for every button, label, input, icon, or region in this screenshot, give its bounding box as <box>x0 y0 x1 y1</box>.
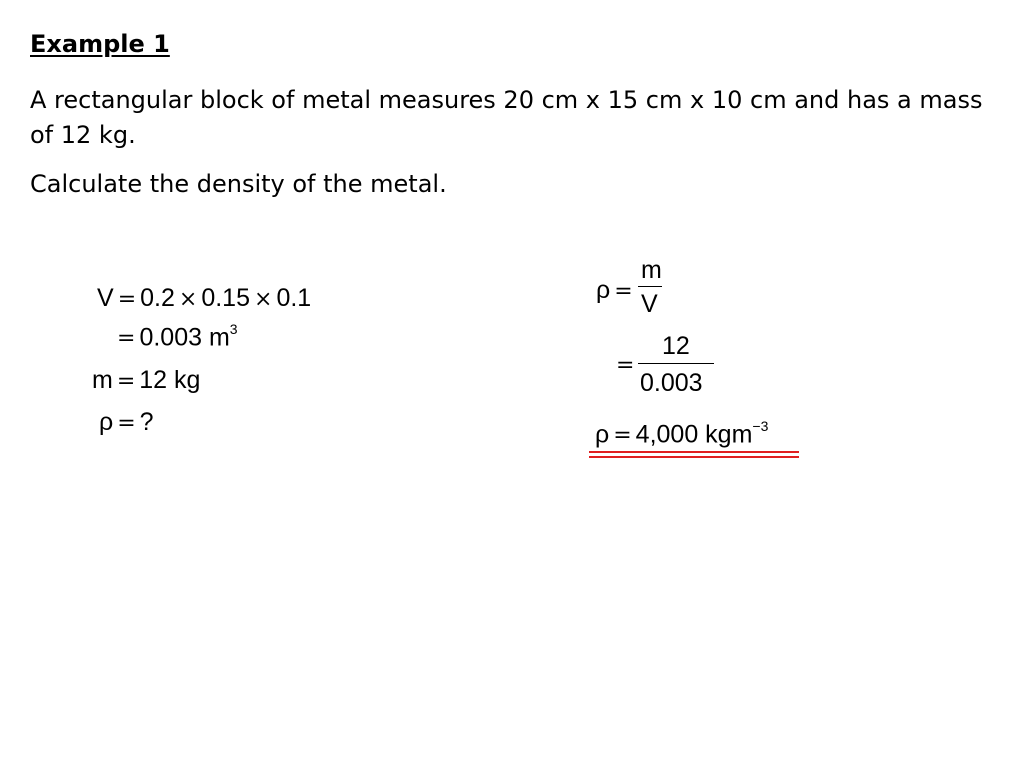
mass-value: 12 kg <box>139 366 201 394</box>
substitution-equals <box>612 352 638 377</box>
volume-factor: 0.15 <box>201 284 250 312</box>
result-exponent: −3 <box>752 418 769 434</box>
formula-lhs <box>596 278 637 303</box>
answer-underline-bottom <box>589 456 799 458</box>
density-var: ρ <box>595 420 610 449</box>
equals-sign: = <box>613 423 632 449</box>
equals-sign: = <box>614 279 633 304</box>
mass-var: m <box>92 366 113 394</box>
equals-sign: = <box>117 326 136 352</box>
volume-result <box>113 321 238 352</box>
substitution-fraction-bar <box>638 363 714 364</box>
formula-denominator: V <box>641 290 658 318</box>
times-sign: × <box>254 287 273 312</box>
volume-var: V <box>97 284 114 312</box>
result-unit: m <box>731 420 753 449</box>
density-var: ρ <box>99 408 114 436</box>
volume-exponent: 3 <box>229 321 238 337</box>
density-unknown: ? <box>139 408 154 436</box>
volume-result-value: 0.003 m <box>139 323 230 352</box>
density-unknown-equation <box>99 410 154 435</box>
equals-sign: = <box>116 369 136 394</box>
density-var: ρ <box>596 276 611 304</box>
instruction: Calculate the density of the metal. <box>30 170 447 198</box>
volume-equation <box>97 286 311 311</box>
equals-sign: = <box>117 411 136 436</box>
substitution-numerator: 12 <box>662 332 690 360</box>
times-sign: × <box>178 287 198 312</box>
equals-sign: = <box>616 353 635 378</box>
equals-sign: = <box>117 287 137 312</box>
answer-underline-top <box>589 451 799 453</box>
volume-factor: 0.2 <box>140 284 175 312</box>
result-value: 4,000 kg <box>635 420 732 449</box>
substitution-denominator: 0.003 <box>640 369 703 397</box>
problem-statement: A rectangular block of metal measures 20 cm x 15 cm x 10 cm and has a mass of 12 kg. <box>30 86 983 149</box>
formula-fraction-bar <box>638 286 662 287</box>
mass-equation <box>92 368 200 393</box>
result-equation <box>595 418 769 449</box>
heading: Example 1 <box>30 30 170 58</box>
volume-factor: 0.1 <box>276 284 312 312</box>
formula-numerator: m <box>641 256 662 284</box>
